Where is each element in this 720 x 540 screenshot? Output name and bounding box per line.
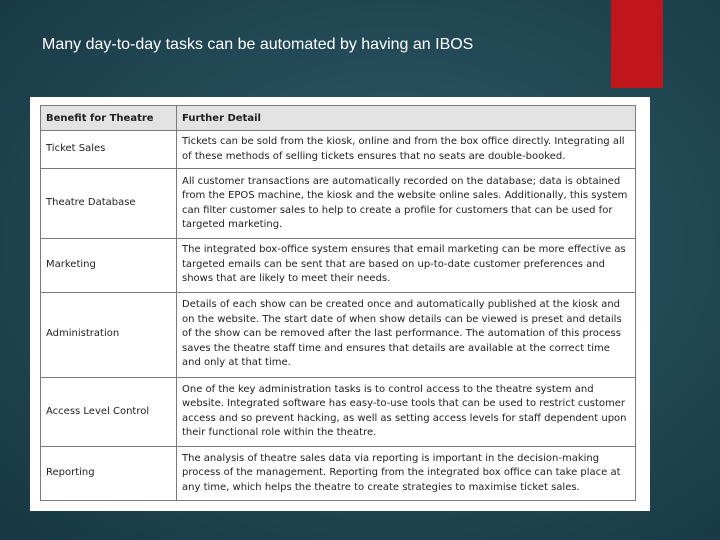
benefit-cell: Marketing: [41, 238, 177, 292]
detail-cell: One of the key administration tasks is to control access to the theatre system and website. Integrated software has easy-to-use tools that can be used to restrict customer access and so prevent hacking, as well as setting access levels for staff dependent upon their functional role within the theatre.: [177, 377, 636, 446]
table-row: [41, 377, 636, 446]
benefits-table-image: [30, 97, 650, 511]
table-row: [41, 131, 636, 169]
detail-cell: The integrated box-office system ensures that email marketing can be more effective as targeted emails can be sent that are based on up-to-date customer preferences and shows that are likely to meet their needs.: [177, 238, 636, 292]
accent-bar: [611, 0, 663, 88]
table-row: [41, 447, 636, 501]
header-benefit: Benefit for Theatre: [41, 106, 177, 131]
benefit-cell: Access Level Control: [41, 377, 177, 446]
benefit-cell: Theatre Database: [41, 169, 177, 238]
table-row: [41, 169, 636, 238]
table-row: [41, 292, 636, 377]
benefits-table: [40, 105, 636, 501]
table-header-row: [41, 106, 636, 131]
benefit-cell: Ticket Sales: [41, 131, 177, 169]
detail-cell: All customer transactions are automatically recorded on the database; data is obtained from the EPOS machine, the kiosk and the website online sales. Additionally, this system can filter customer sales to help to create a profile for customers that can be used for targeted marketing.: [177, 169, 636, 238]
header-detail: Further Detail: [177, 106, 636, 131]
detail-cell: Tickets can be sold from the kiosk, online and from the box office directly. Integrating all of these methods of selling tickets ensures that no seats are double-booked.: [177, 131, 636, 169]
benefit-cell: Reporting: [41, 447, 177, 501]
detail-cell: The analysis of theatre sales data via reporting is important in the decision-making process of the management. Reporting from the integrated box office can take place at any time, which helps the theatre to create strategies to maximise ticket sales.: [177, 447, 636, 501]
slide-title: Many day-to-day tasks can be automated by having an IBOS: [42, 36, 474, 53]
detail-cell: Details of each show can be created once and automatically published at the kiosk and on the website. The start date of when show details can be viewed is preset and details of the show can be removed after the last performance. The automation of this process saves the theatre staff time and ensures that details are available at the correct time and only at that time.: [177, 292, 636, 377]
benefit-cell: Administration: [41, 292, 177, 377]
table-row: [41, 238, 636, 292]
